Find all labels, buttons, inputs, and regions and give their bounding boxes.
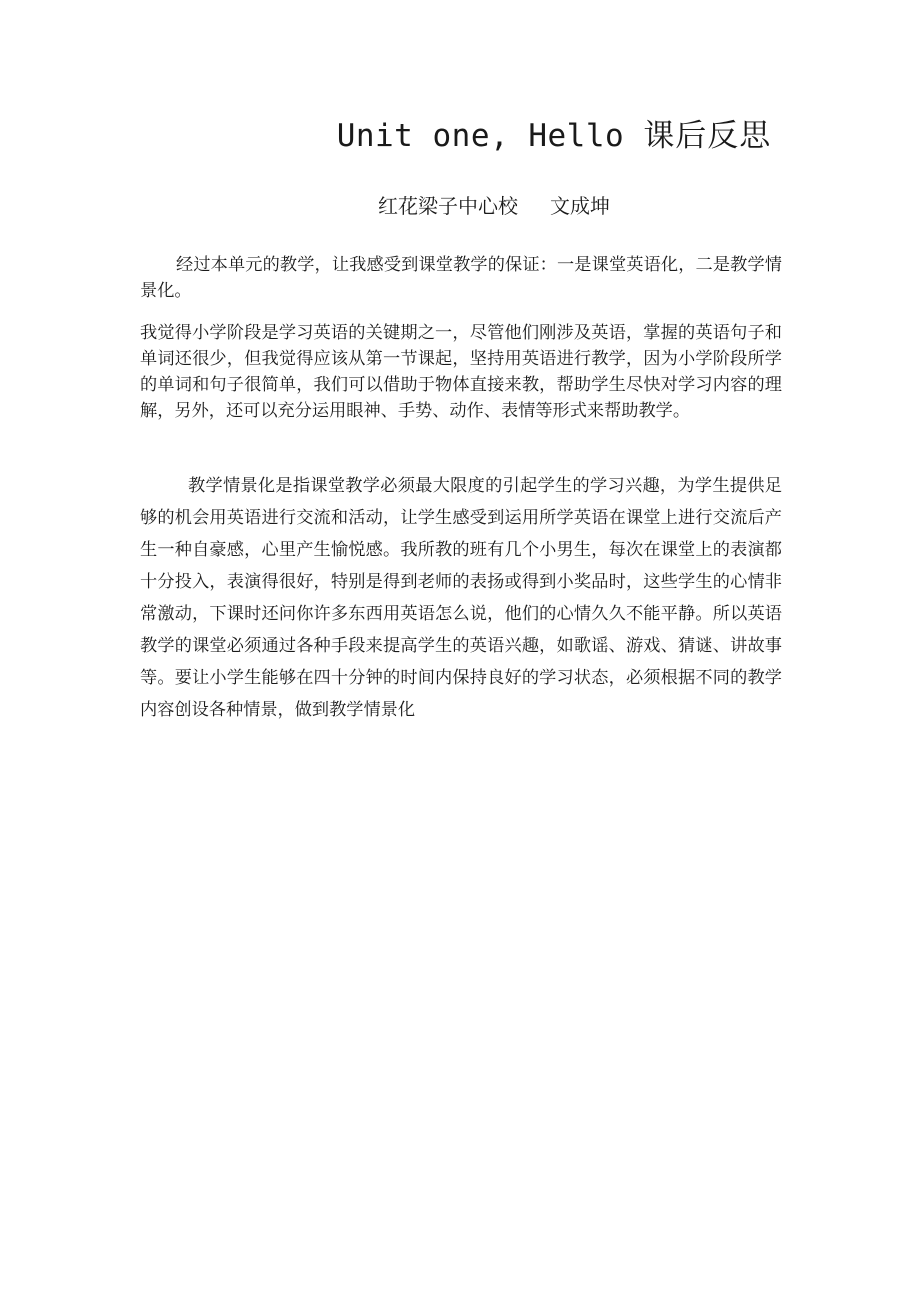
title-chinese: 课后反思 (643, 118, 772, 154)
author-line (378, 192, 610, 220)
title-english: Unit one, Hello (336, 118, 644, 154)
author-name: 文成坤 (550, 194, 610, 218)
paragraph-2: 我觉得小学阶段是学习英语的关键期之一，尽管他们刚涉及英语，掌握的英语句子和单词还很少，但我觉得应该从第一节课起，坚持用英语进行教学，因为小学阶段所学的单词和句子很简单，我们可以借助于物体直接来教，帮助学生尽快对学习内容的理解，另外，还可以充分运用眼神、手势、动作、表情等形式来帮助教学。 (140, 323, 782, 421)
page-title (0, 114, 920, 158)
school-name: 红花梁子中心校 (378, 194, 518, 218)
paragraph-3: 教学情景化是指课堂教学必须最大限度的引起学生的学习兴趣，为学生提供足够的机会用英语进行交流和活动，让学生感受到运用所学英语在课堂上进行交流后产生一种自豪感，心里产生愉悦感。我所教的班有几个小男生，每次在课堂上的表演都十分投入，表演得很好，特别是得到老师的表扬或得到小奖品时，这些学生的心情非常激动，下课时还问你许多东西用英语怎么说，他们的心情久久不能平静。所以英语教学的课堂必须通过各种手段来提高学生的英语兴趣，如歌谣、游戏、猜谜、讲故事等。要让小学生能够在四十分钟的时间内保持良好的学习状态，必须根据不同的教学内容创设各种情景，做到教学情景化 (140, 476, 782, 720)
paragraph-1: 经过本单元的教学，让我感受到课堂教学的保证：一是课堂英语化，二是教学情景化。 (140, 255, 782, 301)
